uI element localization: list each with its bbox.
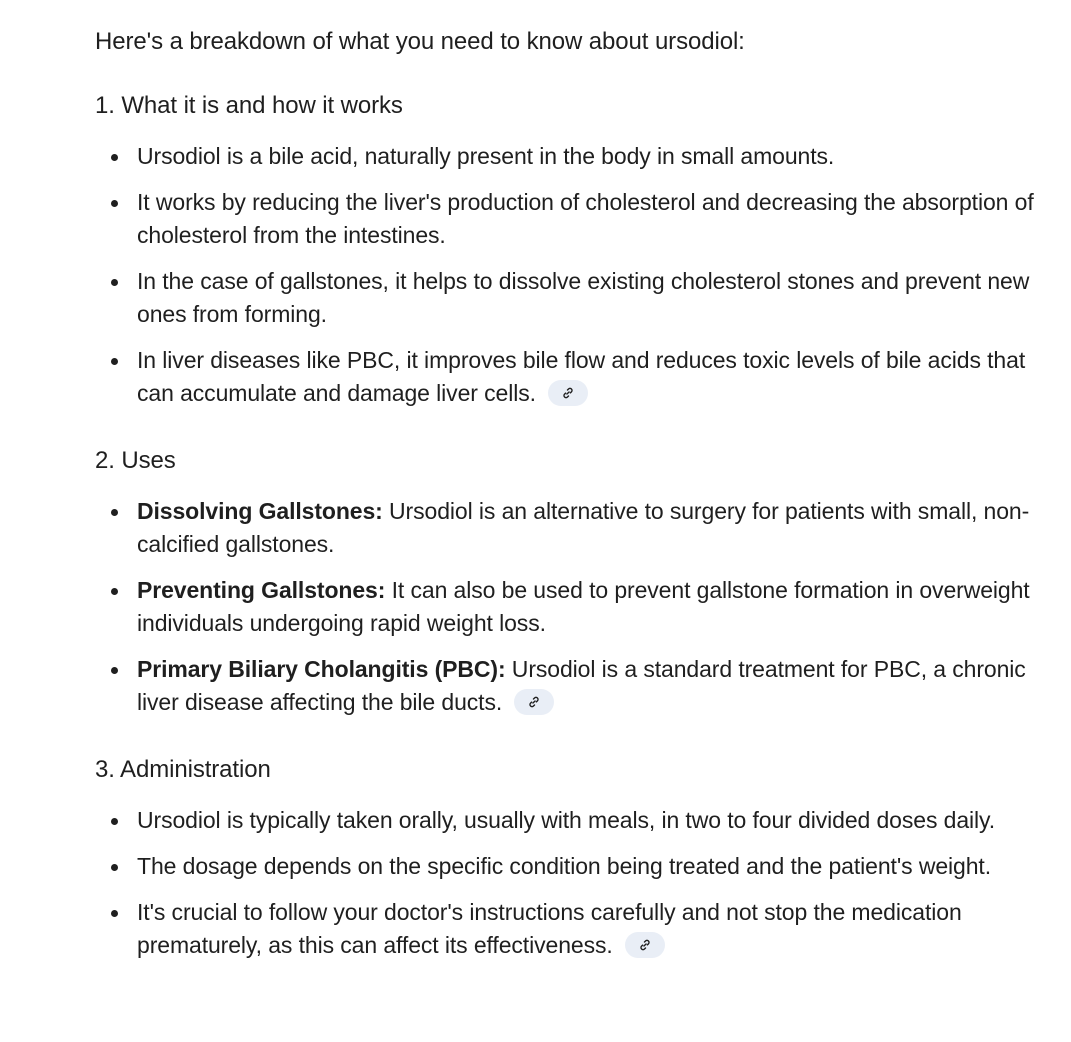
list-item-text: The dosage depends on the specific condition being treated and the patient's weight. [137,853,991,879]
bullet-dot [111,910,118,917]
list-item-lead: Preventing Gallstones: [137,577,386,603]
list-item [95,140,1055,173]
intro-text: Here's a breakdown of what you need to know about ursodiol: [95,28,745,55]
link-icon [638,938,652,952]
list-item-lead: Dissolving Gallstones: [137,498,383,524]
bullet-dot [111,818,118,825]
list-item-text: In liver diseases like PBC, it improves bile flow and reduces toxic levels of bile acids that can accumulate and damage liver cells. [137,347,1026,406]
source-link-chip[interactable] [548,380,588,406]
source-link-chip[interactable] [514,689,554,715]
bullet-dot [111,358,118,365]
list-item [95,495,1055,561]
section-heading-what-it-is: 1. What it is and how it works [95,92,403,119]
bullet-dot [111,667,118,674]
section-heading-uses: 2. Uses [95,447,176,474]
bullet-dot [111,279,118,286]
bullet-dot [111,864,118,871]
list-item [95,896,1055,962]
list-item-text: Ursodiol is an alternative to surgery for patients with small, non-calcified gallstones. [137,498,1030,557]
list-item-lead: Primary Biliary Cholangitis (PBC): [137,656,506,682]
response-content [95,24,1055,962]
bullet-list-what-it-is [95,140,1055,410]
bullet-dot [111,588,118,595]
list-item [95,344,1055,410]
source-link-chip[interactable] [625,932,665,958]
bullet-list-uses [95,495,1055,719]
list-item-text: It works by reducing the liver's production of cholesterol and decreasing the absorption of cholesterol from the intestines. [137,189,1034,248]
link-icon [527,695,541,709]
bullet-dot [111,200,118,207]
list-item-text: Ursodiol is a standard treatment for PBC, a chronic liver disease affecting the bile ducts. [137,656,1026,715]
list-item-text: It can also be used to prevent gallstone formation in overweight individuals undergoing rapid weight loss. [137,577,1030,636]
list-item-text: It's crucial to follow your doctor's instructions carefully and not stop the medication prematurely, as this can affect its effectiveness. [137,899,962,958]
list-item-text: In the case of gallstones, it helps to dissolve existing cholesterol stones and prevent new ones from forming. [137,268,1030,327]
list-item [95,804,1055,837]
bullet-dot [111,154,118,161]
list-item [95,574,1055,640]
list-item [95,265,1055,331]
bullet-list-administration [95,804,1055,962]
list-item [95,850,1055,883]
list-item-text: Ursodiol is a bile acid, naturally present in the body in small amounts. [137,143,835,169]
bullet-dot [111,509,118,516]
list-item [95,186,1055,252]
section-heading-administration: 3. Administration [95,756,271,783]
list-item [95,653,1055,719]
list-item-text: Ursodiol is typically taken orally, usually with meals, in two to four divided doses daily. [137,807,996,833]
link-icon [561,386,575,400]
